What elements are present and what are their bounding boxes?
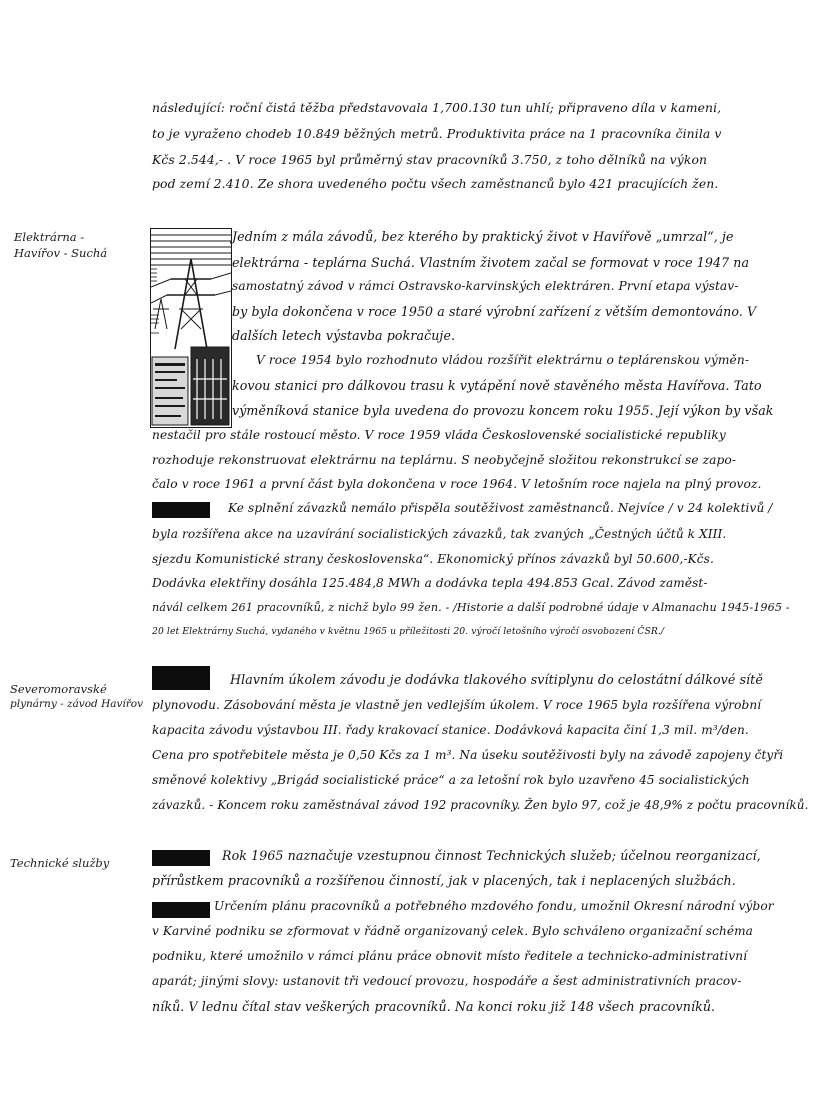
body-line: sjezdu Komunistické strany československa“. Ekonomický přínos závazků byl 50.600,-Kčs. bbox=[152, 552, 714, 566]
body-line: nestačil pro stále rostoucí město. V roce 1959 vláda Československé socialistické republiky bbox=[152, 428, 726, 442]
body-line: v Karviné podniku se zformovat v řádně organizovaný celek. Bylo schváleno organizační schéma bbox=[152, 924, 753, 938]
redaction-bar bbox=[152, 666, 210, 690]
body-line: rozhoduje rekonstruovat elektrárnu na teplárnu. S neobyčejně složitou rekonstrukcí se zapo- bbox=[152, 453, 737, 467]
body-line: byla rozšířena akce na uzavírání socialistických závazků, tak zvaných „Čestných účtů k XIII. bbox=[152, 527, 727, 541]
body-line: samostatný závod v rámci Ostravsko-karvinských elektráren. První etapa výstav- bbox=[232, 279, 739, 293]
body-line: dalších letech výstavba pokračuje. bbox=[232, 328, 456, 343]
body-line: závazků. - Koncem roku zaměstnával závod 192 pracovníky. Žen bylo 97, což je 48,9% z počtu pracovníků. bbox=[152, 798, 809, 812]
intro-line: Kčs 2.544,- . V roce 1965 byl průměrný stav pracovníků 3.750, z toho dělníků na výkon bbox=[152, 152, 708, 167]
body-line: by byla dokončena v roce 1950 a staré výrobní zařízení z větším demontováno. V bbox=[232, 304, 757, 319]
body-line: plynovodu. Zásobování města je vlastně jen vedlejším úkolem. V roce 1965 byla rozšířena výrobní bbox=[152, 698, 762, 712]
redaction-bar bbox=[152, 850, 210, 866]
body-line: Cena pro spotřebitele města je 0,50 Kčs za 1 m³. Na úseku soutěživosti byly na závodě zapojeny čtyři bbox=[152, 748, 784, 762]
body-line: V roce 1954 bylo rozhodnuto vládou rozšířit elektrárnu o teplárenskou výměn- bbox=[256, 353, 750, 367]
margin-label: plynárny - závod Havířov bbox=[10, 698, 144, 710]
margin-label: Havířov - Suchá bbox=[14, 246, 108, 260]
body-line: kapacita závodu výstavbou III. řady krakovací stanice. Dodávková kapacita činí 1,3 mil. m³/den. bbox=[152, 723, 749, 737]
intro-line: následující: roční čistá těžba představovala 1,700.130 tun uhlí; připraveno díla v kameni, bbox=[152, 100, 722, 115]
body-line: podniku, které umožnilo v rámci plánu práce obnovit místo ředitele a technicko-administrativní bbox=[152, 949, 748, 963]
body-line: aparát; jinými slovy: ustanovit tři vedoucí provozu, hospodáře a šest administrativních pracov- bbox=[152, 974, 742, 988]
body-line: 20 let Elektrárny Suchá, vydaného v květnu 1965 u příležitosti 20. výročí letošního výročí osvobození ČSR./ bbox=[152, 626, 665, 637]
body-line: Rok 1965 naznačuje vzestupnou činnost Technických služeb; účelnou reorganizací, bbox=[222, 848, 761, 863]
body-line: kovou stanici pro dálkovou trasu k vytápění nově stavěného města Havířova. Tato bbox=[232, 378, 762, 393]
body-line: Jedním z mála závodů, bez kterého by praktický život v Havířově „umrzal“, je bbox=[232, 229, 734, 244]
intro-line: to je vyraženo chodeb 10.849 běžných metrů. Produktivita práce na 1 pracovníka činila v bbox=[152, 126, 722, 141]
power-pylon-sketch-icon bbox=[150, 228, 232, 428]
redaction-bar bbox=[152, 902, 210, 918]
margin-label: Technické služby bbox=[10, 856, 110, 870]
margin-label: Elektrárna - bbox=[14, 230, 85, 244]
body-line: Hlavním úkolem závodu je dodávka tlakového svítiplynu do celostátní dálkové sítě bbox=[230, 672, 763, 687]
body-line: přírůstkem pracovníků a rozšířenou činností, jak v placených, tak i neplacených službách. bbox=[152, 873, 736, 888]
body-line: níků. V lednu čítal stav veškerých pracovníků. Na konci roku již 148 všech pracovníků. bbox=[152, 999, 716, 1014]
body-line: směnové kolektivy „Brigád socialistické práce“ a za letošní rok bylo uzavřeno 45 socialistických bbox=[152, 773, 750, 787]
redaction-bar bbox=[152, 502, 210, 518]
body-line: Dodávka elektřiny dosáhla 125.484,8 MWh a dodávka tepla 494.853 Gcal. Závod zaměst- bbox=[152, 576, 708, 590]
body-line: Ke splnění závazků nemálo přispěla soutěživost zaměstnanců. Nejvíce / v 24 kolektivů / bbox=[228, 501, 773, 515]
body-line: čalo v roce 1961 a první část byla dokončena v roce 1964. V letošním roce najela na plný provoz. bbox=[152, 477, 762, 491]
intro-line: pod zemí 2.410. Ze shora uvedeného počtu všech zaměstnanců bylo 421 pracujících žen. bbox=[152, 176, 719, 191]
margin-label: Severomoravské bbox=[10, 682, 107, 696]
body-line: návál celkem 261 pracovníků, z nichž bylo 99 žen. - /Historie a další podrobné údaje v Almanachu 1945-1965 - bbox=[152, 601, 790, 614]
body-line: výměníková stanice byla uvedena do provozu koncem roku 1955. Její výkon by však bbox=[232, 403, 774, 418]
body-line: elektrárna - teplárna Suchá. Vlastním životem začal se formovat v roce 1947 na bbox=[232, 255, 750, 270]
body-line: Určením plánu pracovníků a potřebného mzdového fondu, umožnil Okresní národní výbor bbox=[214, 899, 774, 913]
